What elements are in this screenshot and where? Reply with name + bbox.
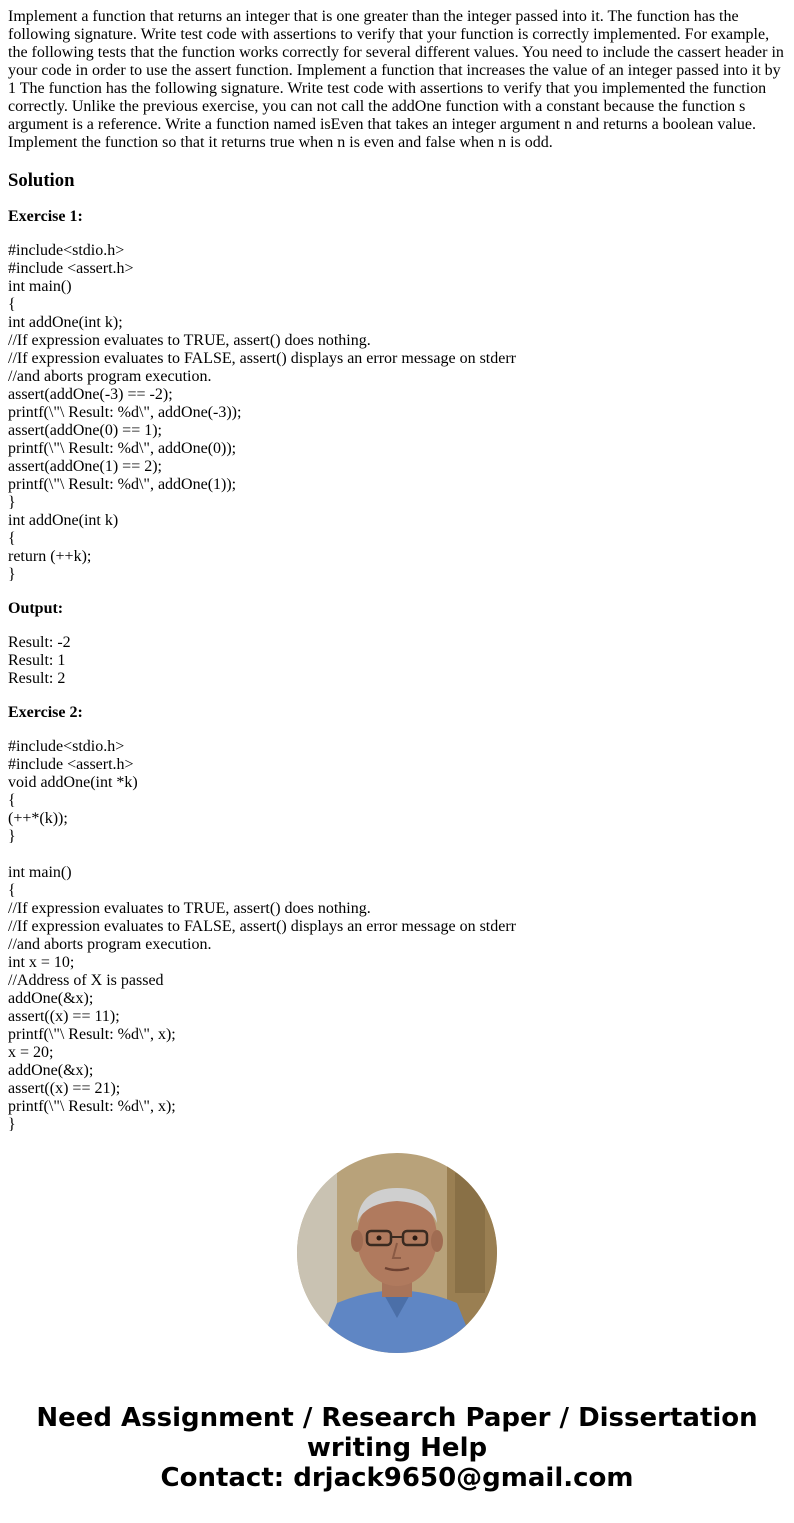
exercise1-output-heading: Output: [8,600,64,617]
code-line: } [8,566,16,583]
person-portrait-icon [297,1153,497,1353]
code-line: void addOne(int *k) [8,774,138,791]
output-line: Result: 1 [8,652,66,669]
solution-heading: Solution [8,170,75,191]
code-line: //If expression evaluates to TRUE, assert() does nothing. [8,332,371,349]
code-line: assert(addOne(0) == 1); [8,422,162,439]
code-line: //If expression evaluates to FALSE, assert() displays an error message on stderr [8,350,517,367]
exercise1-heading: Exercise 1: [8,208,83,225]
code-line: int main() [8,864,72,881]
promo-text [0,1403,794,1493]
code-line: { [8,296,16,313]
code-line: int addOne(int k) [8,512,119,529]
code-line: { [8,792,16,809]
exercise2-heading: Exercise 2: [8,704,83,721]
code-line: { [8,530,16,547]
code-line: printf(\"\ Result: %d\", addOne(0)); [8,440,237,457]
code-line: //If expression evaluates to FALSE, assert() displays an error message on stderr [8,918,517,935]
code-line: } [8,828,16,845]
code-line: printf(\"\ Result: %d\", x); [8,1098,176,1115]
promo-footer [0,1130,794,1523]
code-line: //and aborts program execution. [8,936,212,953]
code-line: int x = 10; [8,954,75,971]
code-line: return (++k); [8,548,92,565]
code-line: int main() [8,278,72,295]
code-line: } [8,494,16,511]
code-line: //Address of X is passed [8,972,164,989]
code-line: { [8,882,16,899]
code-line: (++*(k)); [8,810,68,827]
code-line: x = 20; [8,1044,54,1061]
promo-line-1: Need Assignment / Research Paper / Dissertation [36,1403,758,1433]
code-line: printf(\"\ Result: %d\", addOne(1)); [8,476,237,493]
code-line: printf(\"\ Result: %d\", addOne(-3)); [8,404,242,421]
problem-statement: Implement a function that returns an integer that is one greater than the integer passed into it. The function has the following signature. Write test code with assertions to verify that your function is correctly implemented. For example, the following tests that the function works correctly for several different values. You need to include the cassert header in your code in order to use the assert function. Implement a function that increases the value of an integer passed into it by 1 The function has the following signature. Write test code with assertions to verify that you implemented the function correctly. Unlike the previous exercise, you can not call the addOne function with a constant because the function s argument is a reference. Write a function named isEven that takes an integer argument n and returns a boolean value. Implement the function so that it returns true when n is even and false when n is odd. [8,8,784,151]
code-line: assert((x) == 11); [8,1008,120,1025]
code-line: //and aborts program execution. [8,368,212,385]
exercise1-code [8,242,786,584]
code-line: #include<stdio.h> [8,242,125,259]
document-content [8,8,786,1133]
promo-contact: Contact: drjack9650@gmail.com [160,1463,634,1493]
code-line [8,846,786,864]
output-line: Result: -2 [8,634,71,651]
code-line: printf(\"\ Result: %d\", x); [8,1026,176,1043]
promo-line-2: writing Help [306,1433,488,1463]
output-line: Result: 2 [8,670,66,687]
code-line: addOne(&x); [8,1062,94,1079]
code-line: int addOne(int k); [8,314,123,331]
exercise1-output [8,634,786,688]
code-line: #include<stdio.h> [8,738,125,755]
code-line: assert(addOne(-3) == -2); [8,386,173,403]
code-line: assert((x) == 21); [8,1080,121,1097]
code-line: #include <assert.h> [8,260,134,277]
code-line: addOne(&x); [8,990,94,1007]
exercise2-code [8,738,786,1134]
code-line: #include <assert.h> [8,756,134,773]
code-line: } [8,1116,16,1133]
author-photo [297,1153,497,1353]
code-line: assert(addOne(1) == 2); [8,458,162,475]
code-line: //If expression evaluates to TRUE, assert() does nothing. [8,900,371,917]
